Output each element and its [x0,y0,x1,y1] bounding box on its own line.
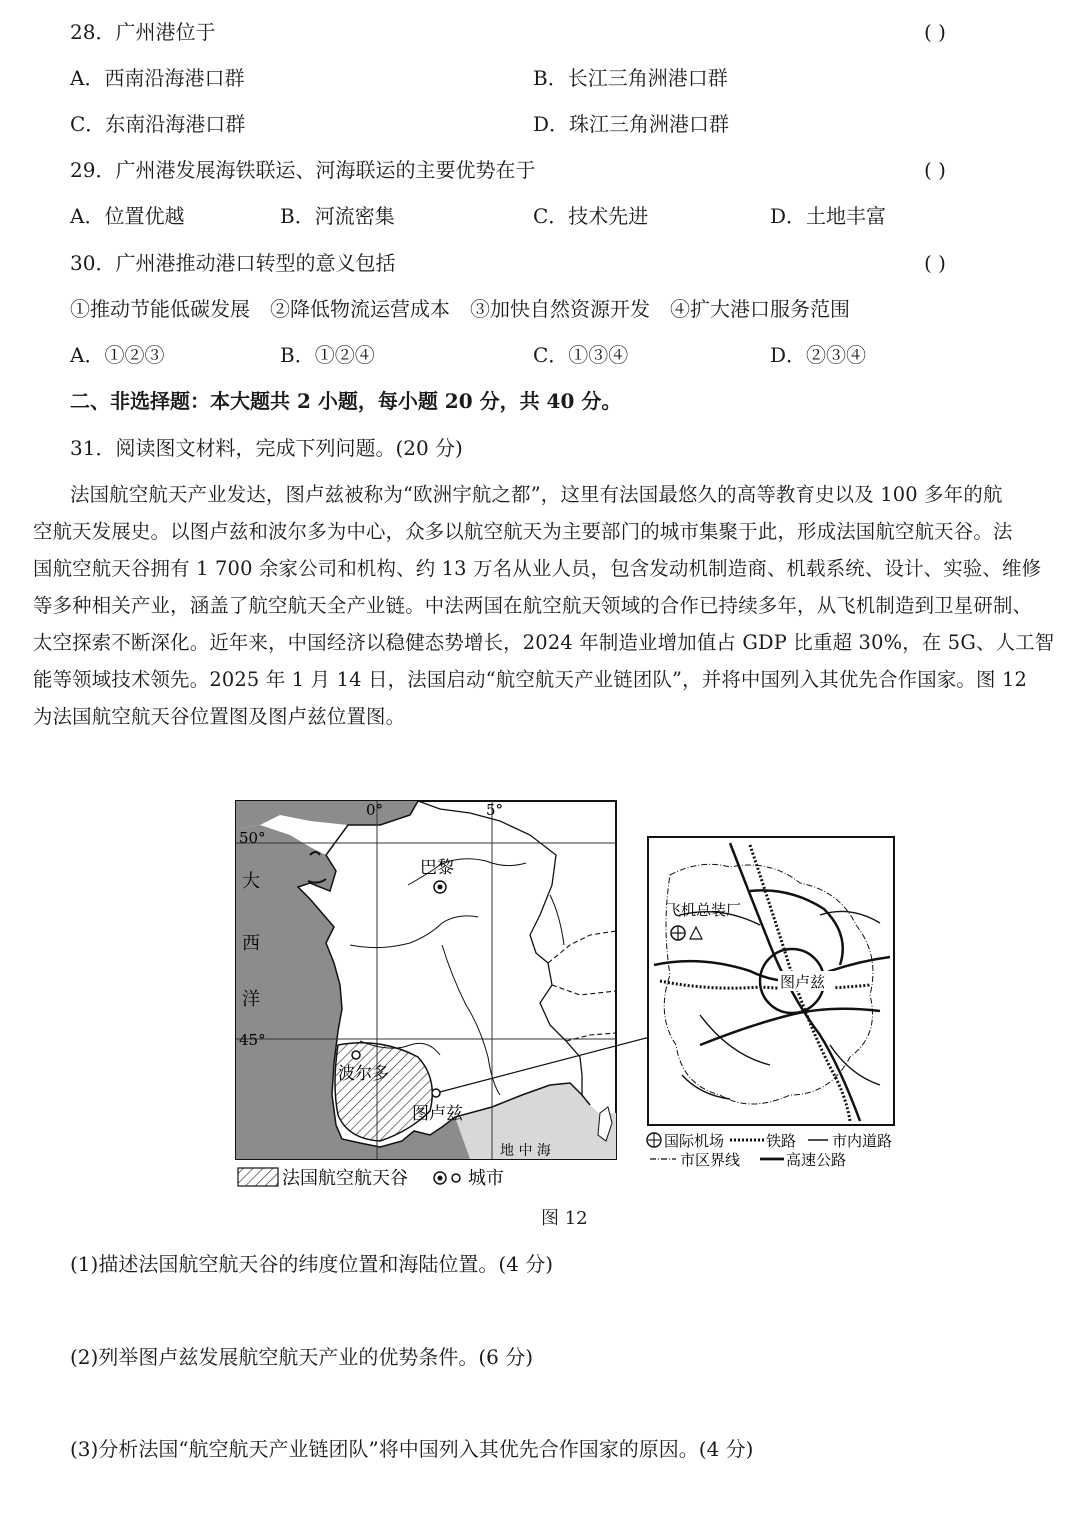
q29-option-a: A．位置优越 [70,204,185,228]
q29-option-d: D．土地丰富 [770,204,887,228]
legend-city-icon [452,1174,460,1182]
q30-option-b: B．①②④ [280,343,375,367]
q29-stem: 29．广州港发展海铁联运、河海联运的主要优势在于 [70,158,536,182]
passage-line: 能等领域技术领先。2025 年 1 月 14 日，法国启动“航空航天产业链团队”，并将中国列入其优先合作国家。图 12 [33,668,1028,691]
city-label-toulouse: 图卢兹 [412,1104,463,1124]
legend-city-label: 城市 [468,1168,504,1189]
q31-stem: 31．阅读图文材料，完成下列问题。(20 分) [70,436,463,460]
legend-railway-label: 铁路 [766,1132,797,1150]
sea-label: 地 中 海 [500,1143,551,1159]
passage-line: 国航空航天谷拥有 1 700 余家公司和机构、约 13 万名从业人员，包含发动机制造商、机载系统、设计、实验、维修 [33,557,1042,580]
sub-question-1: (1)描述法国航空航天谷的纬度位置和海陆位置。(4 分) [70,1252,554,1276]
q29-answer-paren: ( ) [924,158,946,182]
q29-option-b: B．河流密集 [280,204,395,228]
legend-valley-swatch [238,1168,278,1186]
passage-line: 空航天发展史。以图卢兹和波尔多为中心，众多以航空航天为主要部门的城市集聚于此，形成法国航空航天谷。法 [33,520,1013,543]
q30-statements: ①推动节能低碳发展 ②降低物流运营成本 ③加快自然资源开发 ④扩大港口服务范围 [70,297,850,321]
q29-option-c: C．技术先进 [533,204,649,228]
inset-factory-label: 飞机总装厂 [666,901,742,919]
figure-12 [230,795,910,1195]
sub-question-3: (3)分析法国“航空航天产业链团队”将中国列入其优先合作国家的原因。(4 分) [70,1437,754,1461]
toulouse-inset-map [648,837,894,1125]
lat-label-50: 50° [239,829,266,847]
lon-label-0: 0° [366,801,384,819]
q30-answer-paren: ( ) [924,251,946,275]
q28-option-c: C．东南沿海港口群 [70,112,246,136]
legend-road-label: 市内道路 [832,1132,893,1150]
inset-city-label: 图卢兹 [780,973,826,991]
passage-line: 等多种相关产业，涵盖了航空航天全产业链。中法两国在航空航天领域的合作已持续多年，从飞机制造到卫星研制、 [33,594,1033,617]
city-marker-icon [432,1089,440,1097]
q30-option-a: A．①②③ [70,343,165,367]
figure-caption: 图 12 [541,1208,588,1229]
q30-stem: 30．广州港推动港口转型的意义包括 [70,251,396,275]
passage-line: 为法国航空航天谷位置图及图卢兹位置图。 [33,705,406,728]
q28-option-b: B．长江三角洲港口群 [533,66,728,90]
legend-boundary-label: 市区界线 [680,1151,741,1169]
sub-question-2: (2)列举图卢兹发展航空航天产业的优势条件。(6 分) [70,1345,534,1369]
city-label-paris: 巴黎 [420,858,454,878]
passage-line: 太空探索不断深化。近年来，中国经济以稳健态势增长，2024 年制造业增加值占 GDP 比重超 30%，在 5G、人工智 [33,631,1055,654]
lon-label-5: 5° [486,801,504,819]
q30-option-d: D．②③④ [770,343,867,367]
ocean-label: 大 [242,871,260,892]
ocean-label: 西 [242,933,260,954]
legend-valley-label: 法国航空航天谷 [282,1168,408,1189]
section-heading: 二、非选择题：本大题共 2 小题，每小题 20 分，共 40 分。 [70,389,622,413]
city-label-bordeaux: 波尔多 [338,1064,389,1084]
legend-airport-label: 国际机场 [664,1132,725,1150]
q28-answer-paren: ( ) [924,20,946,44]
q28-option-d: D．珠江三角洲港口群 [533,112,730,136]
q28-option-a: A．西南沿海港口群 [70,66,245,90]
q31-passage [33,476,1063,735]
ocean-label: 洋 [242,989,260,1010]
legend-highway-label: 高速公路 [786,1151,847,1169]
lat-label-45: 45° [239,1031,266,1049]
city-marker-icon [352,1051,360,1059]
q28-stem: 28．广州港位于 [70,20,216,44]
q30-option-c: C．①③④ [533,343,629,367]
passage-line: 法国航空航天产业发达，图卢兹被称为“欧洲宇航之都”，这里有法国最悠久的高等教育史以及 100 多年的航 [70,483,1003,506]
